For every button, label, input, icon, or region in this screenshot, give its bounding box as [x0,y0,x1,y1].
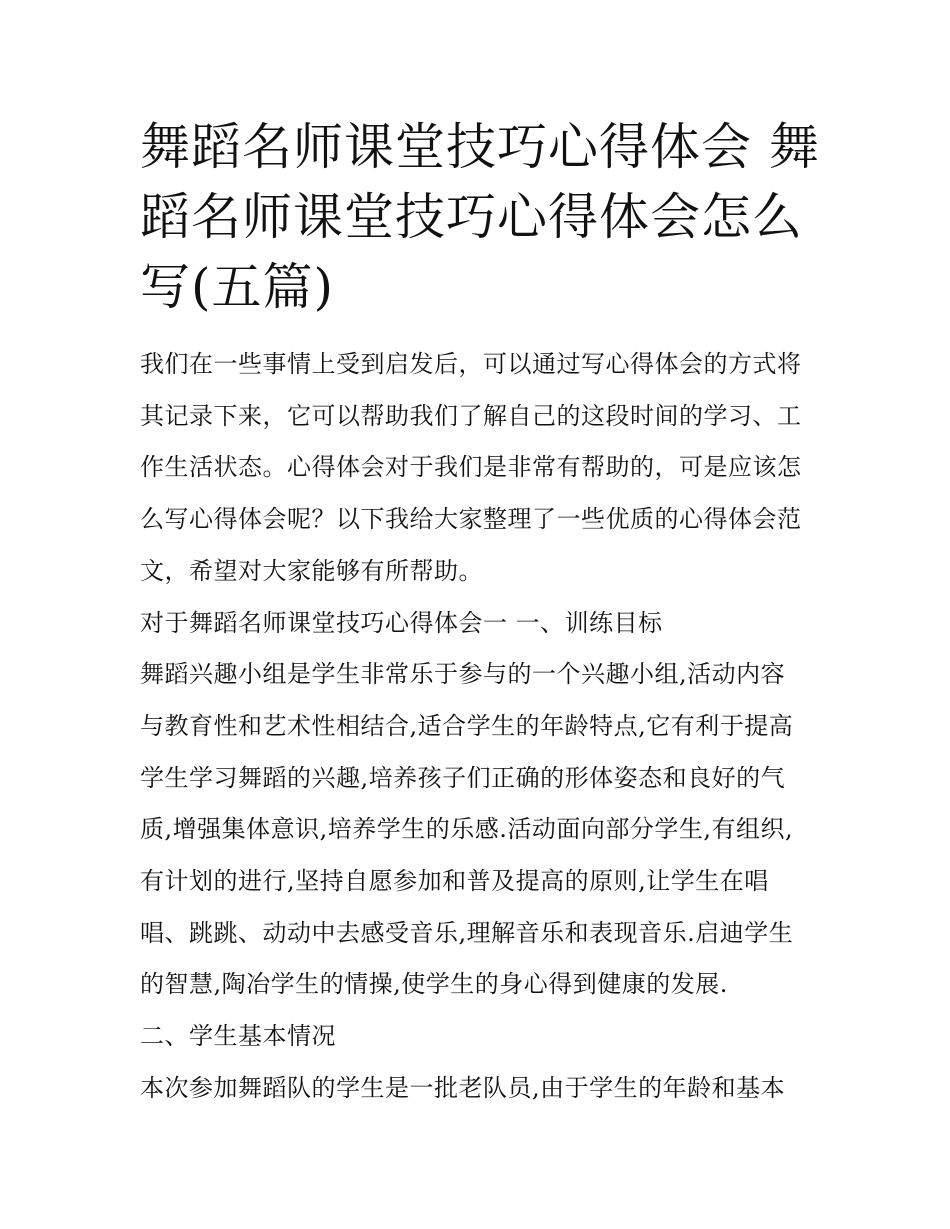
body-text-line: 么写心得体会呢？以下我给大家整理了一些优质的心得体会范 [140,505,802,534]
body-text-line: 作生活状态。心得体会对于我们是非常有帮助的，可是应该怎 [140,453,802,482]
body-text-line: 有计划的进行,坚持自愿参加和普及提高的原则,让学生在唱 [140,867,769,896]
body-text-line: 的智慧,陶冶学生的情操,使学生的身心得到健康的发展. [140,970,728,999]
body-text-line: 学生学习舞蹈的兴趣,培养孩子们正确的形体姿态和良好的气 [140,763,786,792]
title-line: 写(五篇) [140,258,335,316]
body-text-line: 舞蹈兴趣小组是学生非常乐于参与的一个兴趣小组,活动内容 [140,660,786,689]
body-text-line: 文，希望对大家能够有所帮助。 [140,556,483,585]
body-text-line: 质,增强集体意识,培养学生的乐感.活动面向部分学生,有组织, [140,815,794,844]
section-heading: 二、学生基本情况 [140,1022,336,1051]
title-line: 蹈名师课堂技巧心得体会怎么 [140,188,803,246]
body-text-line: 与教育性和艺术性相结合,适合学生的年龄特点,它有利于提高 [140,711,794,740]
document-page [140,112,820,1115]
body-text-line: 我们在一些事情上受到启发后，可以通过写心得体会的方式将 [140,350,802,378]
page-title [140,112,820,322]
section-heading: 对于舞蹈名师课堂技巧心得体会一 一、训练目标 [140,608,663,637]
body-text-line: 唱、跳跳、动动中去感受音乐,理解音乐和表现音乐.启迪学生 [140,918,794,947]
body-text-line: 其记录下来，它可以帮助我们了解自己的这段时间的学习、工 [140,401,802,430]
document-body [140,339,820,1115]
title-line: 舞蹈名师课堂技巧心得体会 舞 [140,118,820,176]
body-text-line: 本次参加舞蹈队的学生是一批老队员,由于学生的年龄和基本 [140,1073,786,1102]
